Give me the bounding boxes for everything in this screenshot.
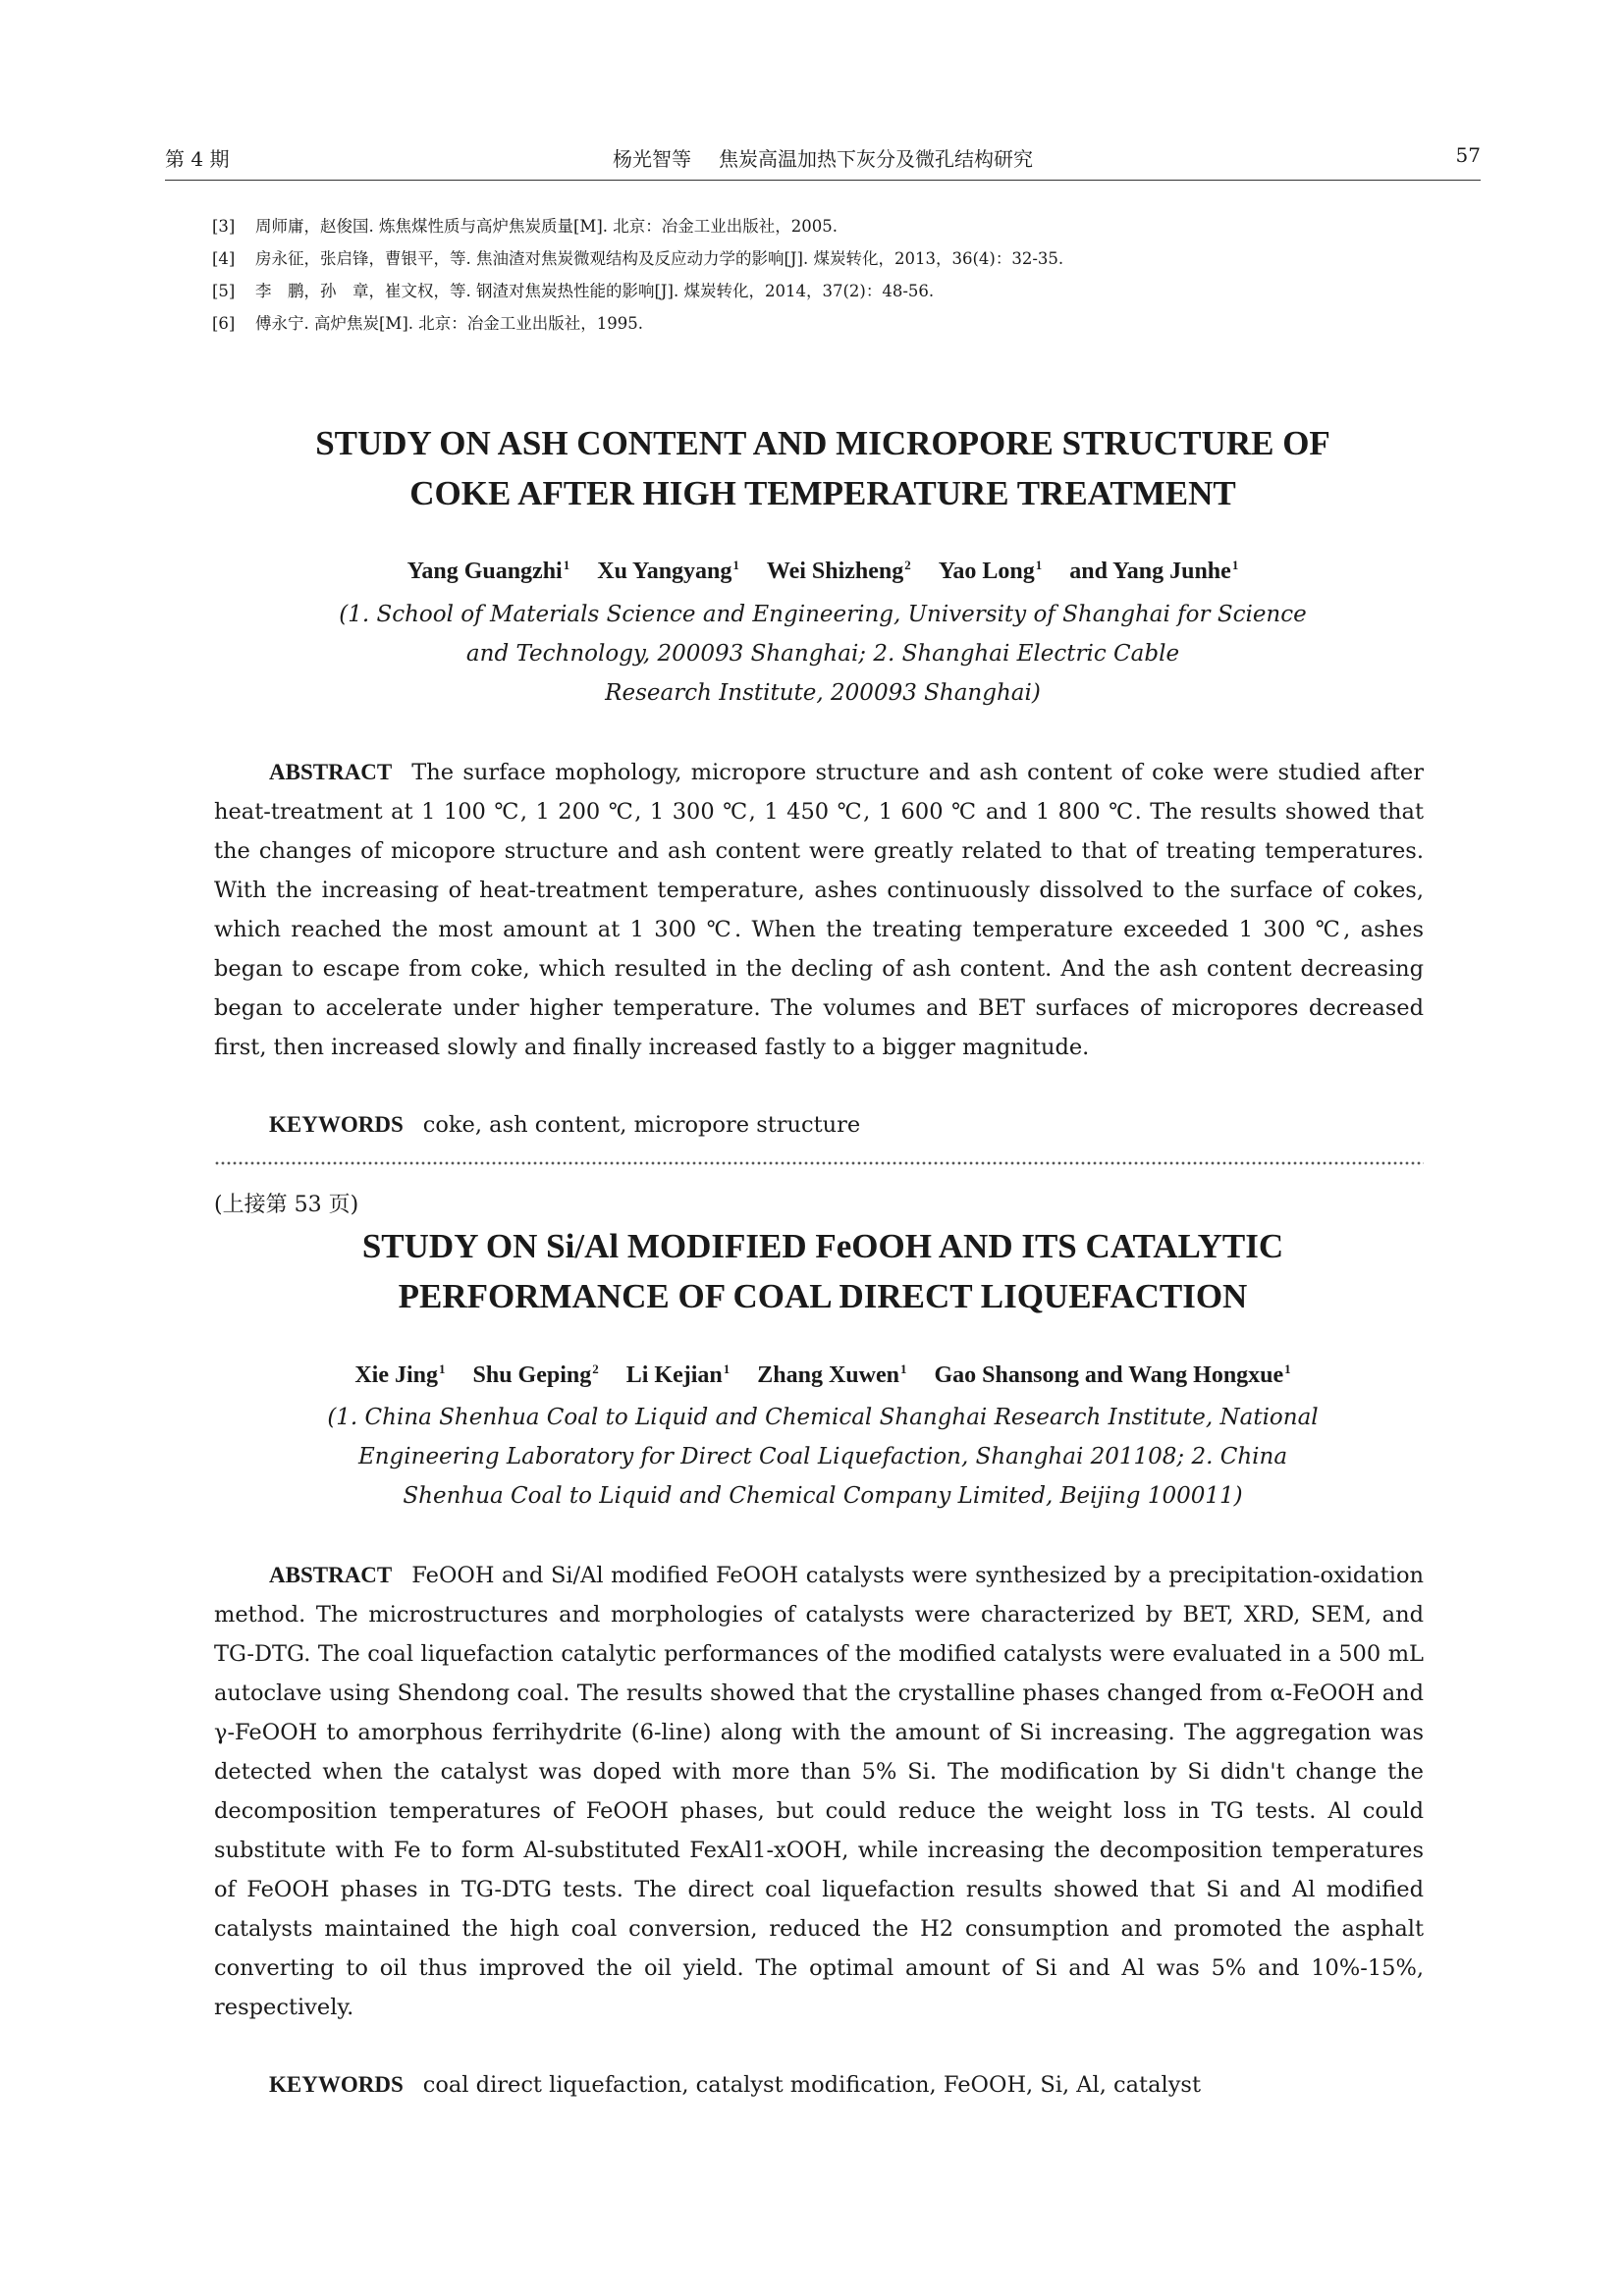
keywords-text: coal direct liquefaction, catalyst modification, FeOOH, Si, Al, catalyst <box>422 2072 1201 2098</box>
author: Yao Long$^1$ <box>938 558 1043 584</box>
reference-list <box>212 210 1449 340</box>
affiliation-line: and Technology, 200093 Shanghai; 2. Shanghai Electric Cable <box>465 641 1180 667</box>
title-line: PERFORMANCE OF COAL DIRECT LIQUEFACTION <box>398 1277 1248 1315</box>
reference-item <box>212 210 1449 242</box>
reference-number: [3] <box>212 217 236 236</box>
reference-number: [6] <box>212 314 236 333</box>
reference-number: [4] <box>212 249 236 268</box>
article1-affiliation <box>165 595 1481 713</box>
abstract-label: ABSTRACT <box>269 760 393 784</box>
reference-item <box>212 307 1449 340</box>
header-authors: 杨光智等 <box>613 147 691 171</box>
reference-number: [5] <box>212 282 236 300</box>
affiliation-line: Research Institute, 200093 Shanghai) <box>605 680 1041 706</box>
affiliation-line: Shenhua Coal to Liquid and Chemical Company Limited, Beijing 100011) <box>403 1483 1243 1509</box>
header-title: 焦炭高温加热下灰分及微孔结构研究 <box>719 147 1033 171</box>
header-rule <box>165 180 1481 181</box>
author: Xie Jing$^1$ <box>354 1362 446 1388</box>
article1-keywords <box>269 1107 1428 1143</box>
header-center <box>165 143 1481 172</box>
article2-authors <box>165 1362 1481 1389</box>
author: Li Kejian$^1$ <box>625 1362 731 1388</box>
reference-text: 傅永宁. 高炉焦炭[M]. 北京：冶金工业出版社，1995. <box>255 314 643 333</box>
affiliation-line: (1. School of Materials Science and Engineering, University of Shanghai for Science <box>339 602 1307 627</box>
issue-number: 第 4 期 <box>165 147 230 171</box>
keywords-text: coke, ash content, micropore structure <box>422 1112 861 1138</box>
author: Yang Guangzhi$^1$ <box>406 558 570 584</box>
author: Zhang Xuwen$^1$ <box>757 1362 907 1388</box>
abstract-text: FeOOH and Si/Al modified FeOOH catalysts were synthesized by a precipitation-oxidation method. The microstructures and morphologies of catalysts were characterized by BET, XRD, SEM, and TG-DTG. The coal liquefaction catalytic performances of the modified catalysts were evaluated in a 500 mL autoclave using Shendong coal. The results showed that the crystalline phases changed from α-FeOOH and γ-FeOOH to amorphous ferrihydrite (6-line) along with the amount of Si increasing. The aggregation was detected when the catalyst was doped with more than 5% Si. The modification by Si didn't change the decomposition temperatures of FeOOH phases, but could reduce the weight loss in TG tests. Al could substitute with Fe to form Al-substituted FexAl1-xOOH, while increasing the decomposition temperatures of FeOOH phases in TG-DTG tests. The direct coal liquefaction results showed that Si and Al modified catalysts maintained the high coal conversion, reduced the H2 consumption and promoted the asphalt converting to oil thus improved the oil yield. The optimal amount of Si and Al was 5% and 10%-15%, respectively. <box>214 1563 1424 2020</box>
author: Wei Shizheng$^2$ <box>766 558 911 584</box>
article1-authors <box>165 558 1481 585</box>
page-number: 57 <box>1455 143 1481 167</box>
reference-text: 房永征，张启锋，曹银平，等. 焦油渣对焦炭微观结构及反应动力学的影响[J]. 煤炭转化，2013，36(4)：32-35. <box>255 249 1064 268</box>
author: Xu Yangyang$^1$ <box>597 558 739 584</box>
title-line: STUDY ON ASH CONTENT AND MICROPORE STRUCTURE OF <box>315 424 1330 462</box>
keywords-label: KEYWORDS <box>269 1112 404 1137</box>
affiliation-line: Engineering Laboratory for Direct Coal Liquefaction, Shanghai 201108; 2. China <box>357 1444 1288 1469</box>
article1-abstract <box>214 753 1424 1067</box>
running-header <box>165 137 1481 177</box>
abstract-text: The surface mophology, micropore structure and ash content of coke were studied after heat-treatment at 1 100 ℃, 1 200 ℃, 1 300 ℃, 1 450 ℃, 1 600 ℃ and 1 800 ℃. The results showed that the changes of micopore structure and ash content were greatly related to that of treating temperatures. With the increasing of heat-treatment temperature, ashes continuously dissolved to the surface of cokes, which reached the most amount at 1 300 ℃. When the treating temperature exceeded 1 300 ℃, ashes began to escape from coke, which resulted in the decling of ash content. And the ash content decreasing began to accelerate under higher temperature. The volumes and BET surfaces of micropores decreased first, then increased slowly and finally increased fastly to a bigger magnitude. <box>214 760 1424 1060</box>
article1-title <box>165 418 1481 518</box>
continued-from-note: (上接第 53 页) <box>214 1193 359 1217</box>
reference-text: 李 鹏，孙 章，崔文权，等. 钢渣对焦炭热性能的影响[J]. 煤炭转化，2014，37(2)：48-56. <box>255 282 935 300</box>
title-line: COKE AFTER HIGH TEMPERATURE TREATMENT <box>409 474 1236 512</box>
author: Gao Shansong and Wang Hongxue$^1$ <box>934 1362 1291 1388</box>
article2-affiliation <box>165 1398 1481 1516</box>
author: and Yang Junhe$^1$ <box>1069 558 1239 584</box>
reference-item <box>212 275 1449 307</box>
affiliation-line: (1. China Shenhua Coal to Liquid and Chemical Shanghai Research Institute, National <box>327 1405 1319 1430</box>
abstract-label: ABSTRACT <box>269 1563 393 1587</box>
article2-abstract <box>214 1556 1424 2027</box>
author: Shu Geping$^2$ <box>472 1362 599 1388</box>
reference-item <box>212 242 1449 275</box>
keywords-label: KEYWORDS <box>269 2072 404 2097</box>
reference-text: 周师庸，赵俊国. 炼焦煤性质与高炉焦炭质量[M]. 北京：冶金工业出版社，2005. <box>255 217 838 236</box>
article2-title <box>165 1221 1481 1321</box>
article2-keywords <box>269 2067 1428 2103</box>
title-line: STUDY ON Si/Al MODIFIED FeOOH AND ITS CATALYTIC <box>361 1227 1284 1265</box>
section-divider <box>214 1161 1424 1165</box>
